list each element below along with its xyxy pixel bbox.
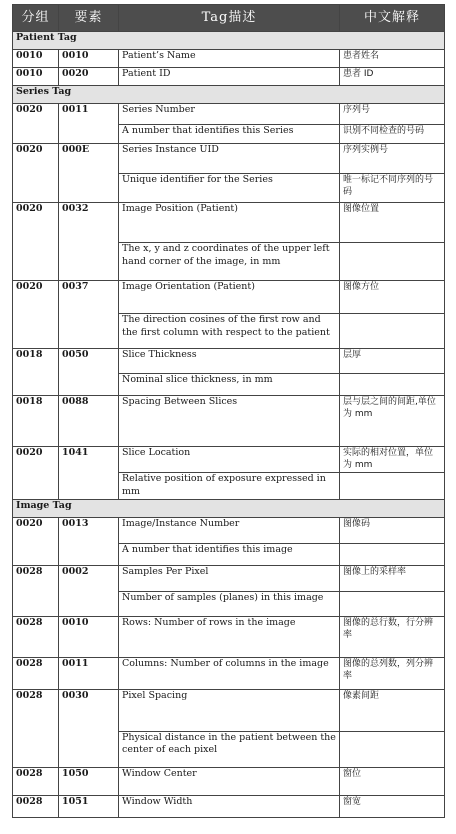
- chinese-explanation: 序列号: [340, 104, 445, 125]
- header-chinese: 中文解释: [340, 5, 445, 32]
- group-code: 0010: [13, 68, 59, 86]
- header-group: 分组: [13, 5, 59, 32]
- element-code: 0030: [59, 689, 119, 767]
- chinese-explanation: 图像码: [340, 517, 445, 543]
- section-title: Series Tag: [13, 86, 445, 104]
- group-code: 0020: [13, 517, 59, 565]
- group-code: 0020: [13, 281, 59, 349]
- chinese-detail: [340, 314, 445, 349]
- group-code: 0018: [13, 396, 59, 447]
- element-code: 0050: [59, 349, 119, 396]
- element-code: 0010: [59, 616, 119, 657]
- table-row: [13, 396, 445, 447]
- chinese-detail: [340, 374, 445, 396]
- header-element: 要素: [59, 5, 119, 32]
- tag-description: Slice Location: [119, 447, 340, 473]
- table-row: [13, 517, 445, 543]
- tag-description: Image Position (Patient): [119, 203, 340, 243]
- chinese-explanation: 层与层之间的间距,单位为 mm: [340, 396, 445, 447]
- chinese-explanation: 图像上的采样率: [340, 565, 445, 591]
- element-code: 0010: [59, 50, 119, 68]
- element-code: 0002: [59, 565, 119, 616]
- group-code: 0028: [13, 657, 59, 689]
- table-body: [13, 32, 445, 818]
- tag-detail: A number that identifies this image: [119, 543, 340, 565]
- tag-description: Window Center: [119, 767, 340, 795]
- element-code: 1051: [59, 795, 119, 817]
- chinese-explanation: 图像的总列数，列分辨率: [340, 657, 445, 689]
- group-code: 0028: [13, 565, 59, 616]
- dicom-tag-table: [12, 4, 445, 818]
- group-code: 0018: [13, 349, 59, 396]
- chinese-detail: 唯一标记不同序列的号码: [340, 174, 445, 203]
- group-code: 0028: [13, 795, 59, 817]
- tag-detail: Relative position of exposure expressed in mm: [119, 473, 340, 500]
- chinese-explanation: 实际的相对位置，单位为 mm: [340, 447, 445, 473]
- tag-detail: The direction cosines of the first row and the first column with respect to the patient: [119, 314, 340, 349]
- table-row: [13, 447, 445, 473]
- chinese-explanation: 窗位: [340, 767, 445, 795]
- tag-description: Series Instance UID: [119, 144, 340, 174]
- chinese-explanation: 图像方位: [340, 281, 445, 314]
- tag-description: Patient ID: [119, 68, 340, 86]
- element-code: 0013: [59, 517, 119, 565]
- table-row: [13, 50, 445, 68]
- chinese-detail: [340, 591, 445, 616]
- section-title: Image Tag: [13, 499, 445, 517]
- table-row: [13, 68, 445, 86]
- tag-description: Image/Instance Number: [119, 517, 340, 543]
- group-code: 0028: [13, 616, 59, 657]
- tag-description: Pixel Spacing: [119, 689, 340, 731]
- chinese-detail: [340, 543, 445, 565]
- tag-detail: Unique identifier for the Series: [119, 174, 340, 203]
- table-row: [13, 565, 445, 591]
- group-code: 0020: [13, 203, 59, 281]
- table-row: [13, 104, 445, 125]
- chinese-explanation: 窗宽: [340, 795, 445, 817]
- tag-description: Rows: Number of rows in the image: [119, 616, 340, 657]
- tag-description: Columns: Number of columns in the image: [119, 657, 340, 689]
- element-code: 0011: [59, 657, 119, 689]
- table-row: [13, 689, 445, 731]
- chinese-explanation: 图像位置: [340, 203, 445, 243]
- table-row: [13, 616, 445, 657]
- section-row: [13, 499, 445, 517]
- tag-description: Series Number: [119, 104, 340, 125]
- tag-detail: Number of samples (planes) in this image: [119, 591, 340, 616]
- group-code: 0020: [13, 104, 59, 144]
- tag-description: Samples Per Pixel: [119, 565, 340, 591]
- table-row: [13, 203, 445, 243]
- tag-detail: A number that identifies this Series: [119, 125, 340, 144]
- tag-detail: Nominal slice thickness, in mm: [119, 374, 340, 396]
- element-code: 0020: [59, 68, 119, 86]
- chinese-detail: 识别不同检查的号码: [340, 125, 445, 144]
- chinese-explanation: 患者姓名: [340, 50, 445, 68]
- tag-detail: Physical distance in the patient between the center of each pixel: [119, 731, 340, 767]
- chinese-explanation: 序列实例号: [340, 144, 445, 174]
- element-code: 0037: [59, 281, 119, 349]
- tag-description: Image Orientation (Patient): [119, 281, 340, 314]
- tag-description: Spacing Between Slices: [119, 396, 340, 447]
- chinese-explanation: 层厚: [340, 349, 445, 374]
- table-row: [13, 144, 445, 174]
- element-code: 1050: [59, 767, 119, 795]
- element-code: 1041: [59, 447, 119, 500]
- tag-description: Slice Thickness: [119, 349, 340, 374]
- header-description: Tag描述: [119, 5, 340, 32]
- table-header: [13, 5, 445, 32]
- group-code: 0020: [13, 144, 59, 203]
- table-row: [13, 767, 445, 795]
- section-row: [13, 32, 445, 50]
- tag-description: Patient’s Name: [119, 50, 340, 68]
- table-row: [13, 281, 445, 314]
- section-row: [13, 86, 445, 104]
- table-row: [13, 349, 445, 374]
- chinese-explanation: 图像的总行数，行分辨率: [340, 616, 445, 657]
- group-code: 0020: [13, 447, 59, 500]
- chinese-detail: [340, 731, 445, 767]
- tag-detail: The x, y and z coordinates of the upper left hand corner of the image, in mm: [119, 243, 340, 281]
- group-code: 0028: [13, 767, 59, 795]
- section-title: Patient Tag: [13, 32, 445, 50]
- element-code: 0088: [59, 396, 119, 447]
- group-code: 0010: [13, 50, 59, 68]
- element-code: 0011: [59, 104, 119, 144]
- group-code: 0028: [13, 689, 59, 767]
- chinese-detail: [340, 243, 445, 281]
- table-row: [13, 657, 445, 689]
- chinese-detail: [340, 473, 445, 500]
- header-row: [13, 5, 445, 32]
- table-row: [13, 795, 445, 817]
- element-code: 0032: [59, 203, 119, 281]
- chinese-explanation: 患者 ID: [340, 68, 445, 86]
- tag-description: Window Width: [119, 795, 340, 817]
- element-code: 000E: [59, 144, 119, 203]
- chinese-explanation: 像素间距: [340, 689, 445, 731]
